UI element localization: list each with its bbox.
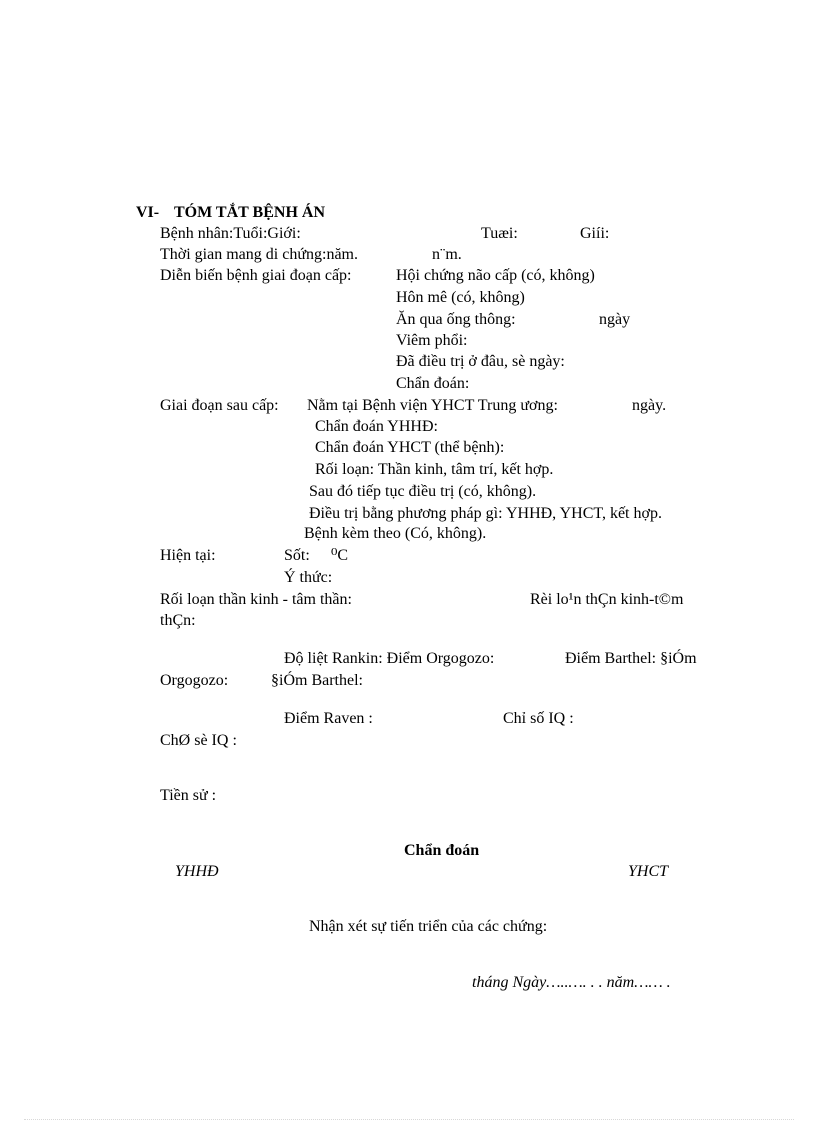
acute-label: Diễn biến bệnh giai đoạn cấp:	[160, 267, 352, 284]
acute-line-2: Hôn mê (có, không)	[396, 289, 525, 306]
diagnosis-title: Chẩn đoán	[404, 842, 480, 859]
diagnosis-modern: YHHĐ	[175, 863, 219, 880]
patient-age-label: Tuæi:	[481, 225, 518, 242]
patient-sex-label: Giíi:	[580, 225, 610, 242]
acute-line-6: Chẩn đoán:	[396, 375, 470, 392]
section-number: VI-	[136, 204, 160, 221]
iq-label-garbled: ChØ sè IQ :	[160, 732, 237, 749]
current-label: Hiện tại:	[160, 547, 216, 564]
patient-label: Bệnh nhân:Tuổi:Giới:	[160, 225, 301, 242]
iq-label: Chỉ số IQ :	[503, 710, 574, 727]
history-label: Tiền sử :	[160, 787, 217, 804]
scores-line-1: Độ liệt Rankin: Điểm Orgogozo:	[284, 650, 495, 667]
subacute-line-4: Rối loạn: Thần kinh, tâm trí, kết hợp.	[315, 461, 554, 478]
scores-line-2a: Orgogozo:	[160, 672, 229, 689]
subacute-label: Giai đoạn sau cấp:	[160, 397, 279, 414]
acute-line-3-unit: ngày	[599, 311, 631, 328]
fever-label: Sốt:	[284, 547, 310, 564]
section-title: TÓM TẮT BỆNH ÁN	[174, 204, 325, 221]
subacute-line-6: Điều trị bằng phương pháp gì: YHHĐ, YHCT, kết hợp.	[309, 505, 662, 522]
acute-line-4: Viêm phổi:	[396, 332, 468, 349]
diagnosis-traditional: YHCT	[628, 863, 669, 880]
subacute-line-1-unit: ngày.	[632, 397, 667, 414]
acute-line-1: Hội chứng não cấp (có, không)	[396, 267, 595, 284]
duration-unit: n¨m.	[432, 246, 462, 263]
subacute-line-7: Bệnh kèm theo (Có, không).	[304, 525, 487, 542]
raven-label: Điểm Raven :	[284, 710, 373, 727]
neuro-label-garbled-cont: thÇn:	[160, 612, 196, 629]
neuro-label: Rối loạn thần kinh - tâm thần:	[160, 591, 352, 608]
scores-barthel: Điểm Barthel: §iÓm	[565, 650, 697, 667]
duration-label: Thời gian mang di chứng:năm.	[160, 246, 358, 263]
neuro-label-garbled: Rèi lo¹n thÇn kinh-t©m	[530, 591, 684, 608]
subacute-line-3: Chẩn đoán YHCT (thể bệnh):	[315, 439, 505, 456]
consciousness-label: Ý thức:	[284, 569, 333, 586]
remark-label: Nhận xét sự tiến triển của các chứng:	[309, 918, 548, 935]
scores-line-2b: §iÓm Barthel:	[271, 672, 363, 689]
signature-date-line: tháng Ngày…..…. . . năm…… .	[472, 974, 671, 991]
footer-divider	[24, 1119, 794, 1120]
acute-line-5: Đã điều trị ở đâu, sè ngày:	[396, 353, 565, 370]
acute-line-3: Ăn qua ống thông:	[396, 311, 516, 328]
subacute-line-2: Chẩn đoán YHHĐ:	[315, 418, 438, 435]
fever-unit: ⁰C	[331, 547, 349, 564]
subacute-line-1: Nằm tại Bệnh viện YHCT Trung ương:	[307, 397, 558, 414]
subacute-line-5: Sau đó tiếp tục điều trị (có, không).	[309, 483, 537, 500]
